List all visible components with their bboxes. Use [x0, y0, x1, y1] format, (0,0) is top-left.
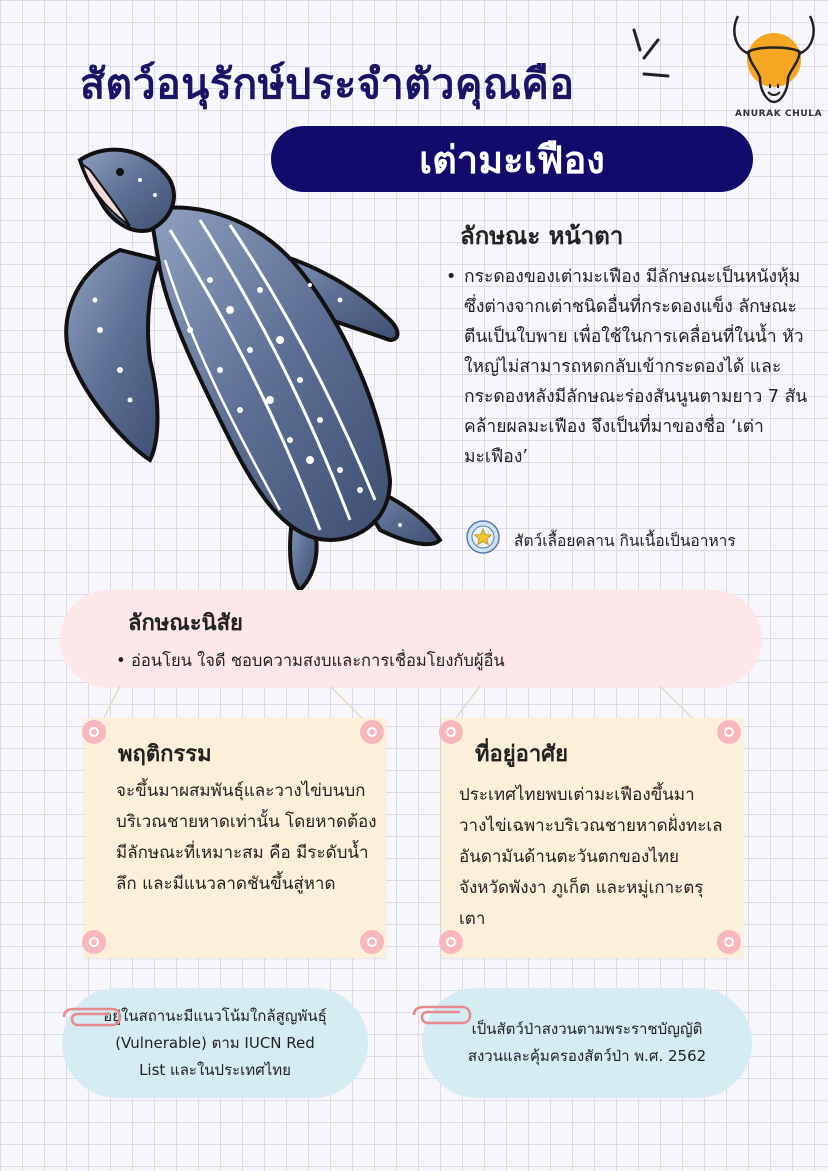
- page-title: สัตว์อนุรักษ์ประจำตัวคุณคือ: [80, 60, 575, 108]
- paperclip-icon: [410, 1004, 472, 1026]
- iucn-status-panel: [62, 988, 368, 1098]
- animal-name-banner: เต่ามะเฟือง: [271, 126, 753, 192]
- diet-text: สัตว์เลื้อยคลาน กินเนื้อเป็นอาหาร: [514, 532, 736, 550]
- law-status-text: เป็นสัตว์ป่าสงวนตามพระราชบัญญัติสงวนและคุ้มครองสัตว์ป่า พ.ศ. 2562: [467, 1020, 707, 1065]
- iucn-status-text: อยู่ในสถานะมีแนวโน้มใกล้สูญพันธุ์ (Vulnerable) ตาม IUCN Red List และในประเทศไทย: [103, 1006, 327, 1079]
- logo-text: ANURAK CHULA: [735, 109, 823, 119]
- habitat-text: ประเทศไทยพบเต่ามะเฟืองขึ้นมาวางไข่เฉพาะบริเวณชายหาดฝั่งทะเลอันดามันด้านตะวันตกของไทย จังหวัดพังงา ภูเก็ต และหมู่เกาะตรุเตา: [459, 785, 723, 929]
- leatherback-turtle-illustration: [60, 140, 460, 610]
- pin-icon: [82, 930, 106, 954]
- character-text: • อ่อนโยน ใจดี ชอบความสงบและการเชื่อมโยงกับผู้อื่น: [116, 651, 505, 670]
- habitat-card: [441, 718, 743, 958]
- habitat-title: ที่อยู่อาศัย: [475, 742, 569, 767]
- pin-icon: [717, 720, 741, 744]
- behavior-title: พฤติกรรม: [118, 742, 212, 767]
- behavior-card: [84, 718, 386, 958]
- character-title: ลักษณะนิสัย: [128, 611, 243, 636]
- paperclip-icon: [60, 1006, 122, 1028]
- pin-icon: [82, 720, 106, 744]
- anurak-chula-logo-icon: [728, 12, 820, 108]
- sparkle-decoration-icon: [628, 28, 678, 84]
- features-title: ลักษณะ หน้าตา: [460, 222, 624, 250]
- features-text: • กระดองของเต่ามะเฟือง มีลักษณะเป็นหนังหุ้ม ซึ่งต่างจากเต่าชนิดอื่นที่กระดองแข็ง ลักษณะตีนเป็นใบพาย เพื่อใช้ในการเคลื่อนที่ในน้ำ หัวใหญ่ไม่สามารถหดกลับเข้ากระดองได้ และกระดองหลังมีลักษณะร่องสันนูนตามยาว 7 สัน คล้ายผลมะเฟือง จึงเป็นที่มาของชื่อ ‘เต่ามะเฟือง’: [444, 262, 814, 472]
- star-badge-icon: [466, 520, 500, 554]
- pin-icon: [360, 720, 384, 744]
- character-text-value: อ่อนโยน ใจดี ชอบความสงบและการเชื่อมโยงกับผู้อื่น: [130, 651, 505, 670]
- behavior-text: จะขึ้นมาผสมพันธุ์และวางไข่บนบกบริเวณชายหาดเท่านั้น โดยหาดต้องมีลักษณะที่เหมาะสม คือ มีระดับน้ำลึก และมีแนวลาดชันขึ้นสู่หาด: [116, 781, 377, 894]
- pin-icon: [439, 720, 463, 744]
- pin-icon: [360, 930, 384, 954]
